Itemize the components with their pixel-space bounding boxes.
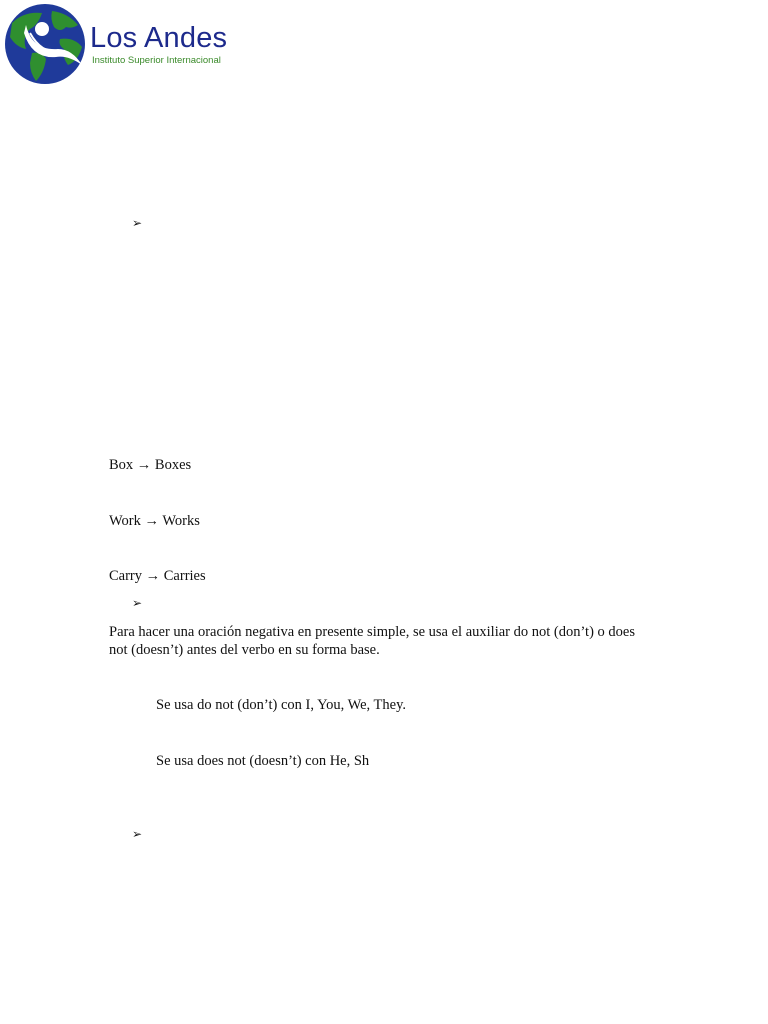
example-line: Work → Works — [109, 513, 200, 529]
logo-subtitle: Instituto Superior Internacional — [92, 55, 221, 66]
rule-line: Se usa do not (don’t) con I, You, We, They. — [156, 697, 407, 713]
arrowhead-bullet-icon: ➢ — [132, 827, 143, 841]
institute-logo — [2, 3, 252, 87]
negative-paragraph: Para hacer una oración negativa en presente simple, se usa el auxiliar do not (don’t) o does not (doesn’t) antes del verbo en su forma base. — [109, 624, 635, 658]
arrowhead-bullet-icon: ➢ — [132, 216, 143, 230]
example-line: Carry → Carries — [109, 568, 206, 584]
rule-line: Se usa does not (doesn’t) con He, Sh — [156, 753, 370, 769]
example-line: Box → Boxes — [109, 457, 192, 473]
logo-name: Los Andes — [90, 22, 228, 54]
globe-logo-icon — [2, 3, 88, 85]
arrowhead-bullet-icon: ➢ — [132, 596, 143, 610]
